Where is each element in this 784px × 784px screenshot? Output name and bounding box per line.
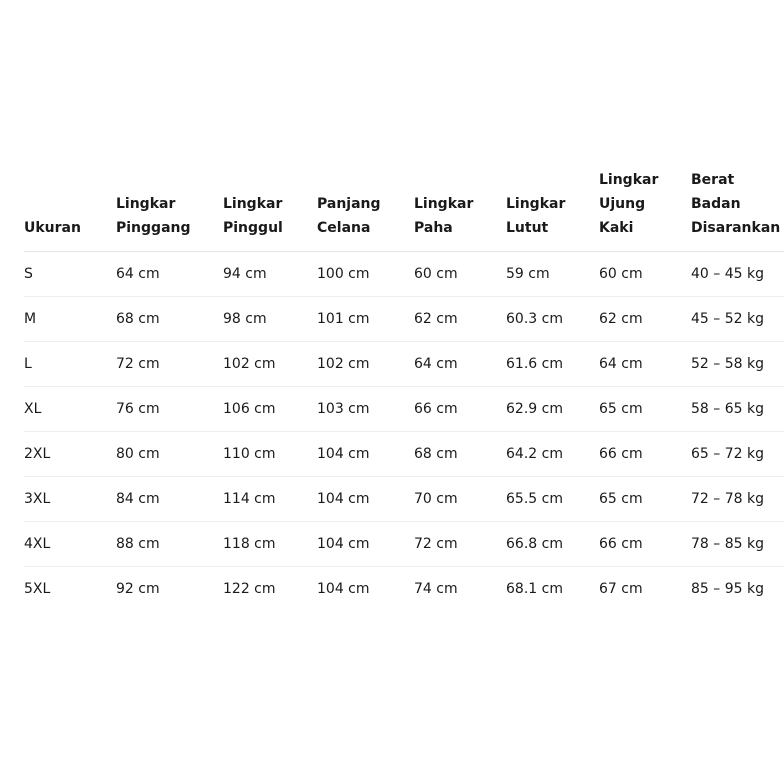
table-cell: 64 cm	[414, 342, 506, 387]
table-row	[24, 522, 784, 567]
table-cell: 3XL	[24, 477, 116, 522]
table-cell: 4XL	[24, 522, 116, 567]
header-panjang-celana: Panjang Celana	[317, 168, 414, 252]
table-cell: 100 cm	[317, 252, 414, 297]
table-cell: 68 cm	[116, 297, 223, 342]
table-cell: 84 cm	[116, 477, 223, 522]
size-chart-container	[24, 168, 781, 611]
table-cell: 65 cm	[599, 387, 691, 432]
table-cell: 60.3 cm	[506, 297, 599, 342]
table-cell: 66.8 cm	[506, 522, 599, 567]
table-cell: 5XL	[24, 581, 51, 597]
table-cell: 60 cm	[599, 252, 691, 297]
table-cell: 114 cm	[223, 477, 317, 522]
table-cell: 60 cm	[414, 252, 506, 297]
table-cell: 66 cm	[599, 522, 691, 567]
table-cell: 78 – 85 kg	[691, 522, 784, 567]
table-cell: 40 – 45 kg	[691, 252, 784, 297]
table-row	[24, 252, 784, 297]
table-row	[24, 567, 784, 612]
table-cell: 2XL	[24, 432, 116, 477]
table-cell: 65 cm	[599, 477, 691, 522]
header-berat-badan-disarankan: Berat Badan Disarankan	[691, 168, 784, 252]
table-cell: 104 cm	[317, 477, 414, 522]
table-cell: 72 cm	[116, 342, 223, 387]
table-cell: M	[24, 297, 116, 342]
table-cell: 64 cm	[599, 342, 691, 387]
table-cell: 102 cm	[223, 342, 317, 387]
table-cell: 62 cm	[414, 297, 506, 342]
table-cell: 104 cm	[317, 581, 370, 597]
size-chart-body	[24, 252, 784, 612]
table-cell: 80 cm	[116, 432, 223, 477]
table-cell: 92 cm	[116, 581, 160, 597]
size-chart-header	[24, 168, 784, 252]
table-cell: 61.6 cm	[506, 342, 599, 387]
table-row	[24, 477, 784, 522]
header-ukuran: Ukuran	[24, 168, 116, 252]
table-cell: 59 cm	[506, 252, 599, 297]
table-cell: 58 – 65 kg	[691, 387, 784, 432]
table-cell: 103 cm	[317, 387, 414, 432]
table-cell: 110 cm	[223, 432, 317, 477]
table-cell: 106 cm	[223, 387, 317, 432]
header-lingkar-lutut: Lingkar Lutut	[506, 168, 599, 252]
table-cell: 52 – 58 kg	[691, 342, 784, 387]
table-row	[24, 342, 784, 387]
table-cell: 72 – 78 kg	[691, 477, 784, 522]
table-cell: 104 cm	[317, 522, 414, 567]
size-chart-table	[24, 168, 784, 611]
table-cell: 66 cm	[599, 432, 691, 477]
table-cell: 67 cm	[599, 581, 643, 597]
header-lingkar-ujung-kaki: Lingkar Ujung Kaki	[599, 168, 691, 252]
table-cell: 118 cm	[223, 522, 317, 567]
table-cell: 72 cm	[414, 522, 506, 567]
table-cell: 98 cm	[223, 297, 317, 342]
table-cell: 102 cm	[317, 342, 414, 387]
table-row	[24, 432, 784, 477]
table-row	[24, 387, 784, 432]
table-cell: S	[24, 252, 116, 297]
table-cell: 74 cm	[414, 581, 458, 597]
table-cell: 101 cm	[317, 297, 414, 342]
table-cell: L	[24, 342, 116, 387]
table-cell: XL	[24, 387, 116, 432]
header-lingkar-paha: Lingkar Paha	[414, 168, 506, 252]
table-cell: 64 cm	[116, 252, 223, 297]
table-cell: 66 cm	[414, 387, 506, 432]
table-row	[24, 297, 784, 342]
table-cell: 68 cm	[414, 432, 506, 477]
table-cell: 65 – 72 kg	[691, 432, 784, 477]
header-lingkar-pinggul: Lingkar Pinggul	[223, 168, 317, 252]
table-cell: 62 cm	[599, 297, 691, 342]
table-cell: 85 – 95 kg	[691, 581, 764, 597]
table-cell: 45 – 52 kg	[691, 297, 784, 342]
table-cell: 65.5 cm	[506, 477, 599, 522]
header-lingkar-pinggang: Lingkar Pinggang	[116, 168, 223, 252]
table-cell: 94 cm	[223, 252, 317, 297]
table-cell: 68.1 cm	[506, 581, 563, 597]
header-row	[24, 168, 784, 252]
table-cell: 122 cm	[223, 581, 276, 597]
table-cell: 104 cm	[317, 432, 414, 477]
table-cell: 88 cm	[116, 522, 223, 567]
table-cell: 70 cm	[414, 477, 506, 522]
table-cell: 62.9 cm	[506, 387, 599, 432]
table-cell: 64.2 cm	[506, 432, 599, 477]
table-cell: 76 cm	[116, 387, 223, 432]
